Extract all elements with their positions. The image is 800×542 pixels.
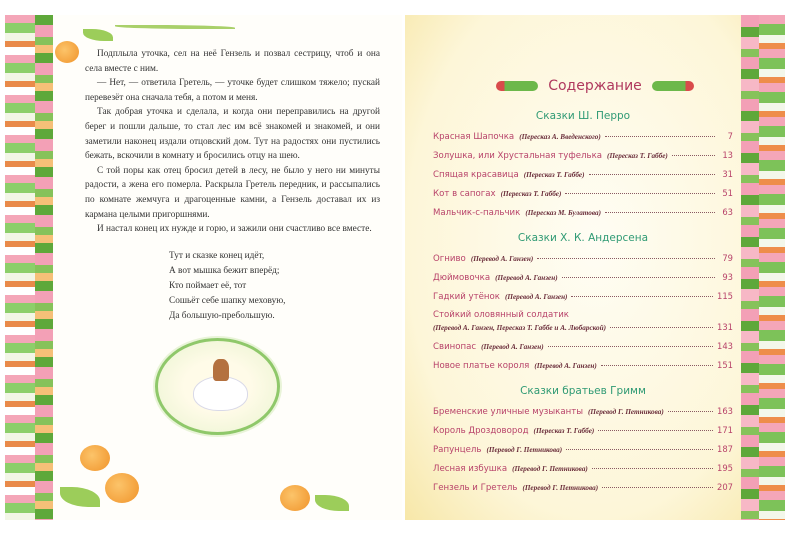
right-page-contents (405, 15, 785, 520)
toc-entry[interactable] (433, 165, 733, 184)
paragraph: — Нет, — ответила Гретель, — уточке будет слишком тяжело; пускай перевезёт она сначала тебя, а потом и меня. (85, 78, 380, 103)
toc-entry[interactable] (433, 337, 733, 356)
entry-translator: (Перевод Г. Петникова) (486, 446, 563, 454)
entry-page: 195 (717, 463, 733, 473)
dot-leader (566, 449, 713, 450)
section-title: Сказки Ш. Перро (535, 110, 631, 122)
poem-line: А вот мышка бежит вперёд; (169, 265, 280, 276)
entry-translator: (Пересказ Т. Габбе) (500, 190, 562, 198)
poem-line: Кто поймает её, тот (169, 280, 247, 291)
leaf-decoration (315, 495, 349, 511)
entry-translator: (Пересказ А. Введенского) (519, 133, 601, 141)
toc-section (433, 384, 733, 497)
entry-translator: (Перевод Г. Петникова) (588, 408, 664, 416)
entry-page: 13 (722, 150, 733, 160)
entry-page: 151 (717, 360, 733, 370)
toc-section (433, 109, 733, 222)
entry-page: 31 (722, 169, 733, 179)
entry-title: Гензель и Гретель (433, 483, 518, 493)
entry-title: Рапунцель (433, 445, 482, 455)
dot-leader (565, 193, 715, 194)
entry-title: Мальчик-с-пальчик (433, 208, 521, 218)
entry-page: 79 (722, 253, 733, 263)
entry-title: Новое платье короля (433, 361, 530, 371)
entry-translator: (Перевод А. Ганзен) (495, 274, 558, 282)
dot-leader (548, 346, 713, 347)
section-title: Сказки братьев Гримм (520, 385, 646, 397)
poem-line: Тут и сказке конец идёт, (169, 250, 265, 261)
entry-translator: (Перевод А. Ганзен) (470, 255, 534, 263)
boy-image (213, 359, 229, 381)
pumpkin-decoration (55, 41, 79, 63)
entry-translator: (Перевод А. Ганзен) (481, 343, 544, 351)
story-text (85, 47, 380, 237)
toc-entry[interactable] (433, 287, 733, 306)
toc-entry[interactable] (433, 146, 733, 165)
poem-line: Сошьёт себе шапку меховую, (169, 295, 286, 306)
toc-list (433, 109, 733, 506)
vine-decoration (115, 25, 235, 29)
entry-translator: (Перевод Г. Петникова) (512, 465, 588, 473)
paragraph: Подплыла уточка, сел на неё Гензель и позвал сестрицу, чтоб и она села вместе с ним. (85, 49, 380, 74)
dot-leader (592, 468, 713, 469)
entry-page: 7 (727, 131, 733, 141)
entry-translator: (Пересказ Т. Габбе) (607, 152, 668, 160)
toc-entry[interactable] (433, 127, 733, 146)
dot-leader (602, 487, 713, 488)
dot-leader (601, 365, 713, 366)
entry-page: 207 (717, 482, 733, 492)
illustration-boy-on-goose (155, 338, 280, 435)
entry-page: 51 (722, 188, 733, 198)
dot-leader (598, 430, 713, 431)
dot-leader (571, 296, 713, 297)
rose-ornament-icon (652, 81, 694, 91)
flower-vine (35, 15, 53, 520)
entry-page: 187 (717, 444, 733, 454)
entry-title: Спящая красавица (433, 170, 519, 180)
dot-leader (672, 155, 715, 156)
entry-page: 131 (717, 322, 733, 332)
poem (169, 249, 380, 324)
paragraph: И настал конец их нужде и горю, и зажили они счастливо все вместе. (97, 224, 372, 235)
entry-title: Огниво (433, 254, 466, 264)
paragraph: Так добрая уточка и сделала, и когда они переправились на другой берег и пошли дальше, то стал лес им всё знакомей и знакомей, и они заметили наконец издали отцовский дом. Тут на радостях они пустились бежать, вскочили в комнату и бросились отцу на шею. (85, 107, 380, 162)
entry-translator: (Перевод Г. Петникова) (522, 484, 599, 492)
goose-image (193, 376, 248, 411)
entry-title: Кот в сапогах (433, 189, 496, 199)
entry-title: Золушка, или Хрустальная туфелька (433, 151, 603, 161)
entry-translator: (Перевод А. Ганзен) (505, 293, 568, 301)
dot-leader (668, 411, 713, 412)
rose-ornament-icon (496, 81, 538, 91)
toc-entry[interactable] (433, 478, 733, 497)
paragraph: С той поры как отец бросил детей в лесу, не было у него ни минуты радости, а жена его померла. Раскрыла Гретель передник, и рассыпались по комнате жемчуга и драгоценные камни, а Гензель доставал их из кармана целыми пригоршнями. (85, 165, 380, 220)
entry-translator: (Перевод А. Ганзен) (534, 362, 597, 370)
toc-entry[interactable] (433, 356, 733, 375)
entry-translator: (Пересказ Т. Габбе) (533, 427, 595, 435)
pumpkin-decoration (280, 485, 310, 511)
entry-title: Гадкий утёнок (433, 292, 500, 302)
entry-title: Король Дроздовород (433, 426, 529, 436)
pumpkin-decoration (105, 473, 139, 503)
toc-section (433, 231, 733, 375)
toc-entry[interactable] (433, 306, 733, 337)
section-title: Сказки Х. К. Андерсена (517, 232, 649, 244)
dot-leader (589, 174, 716, 175)
dot-leader (605, 136, 715, 137)
entry-title: Красная Шапочка (433, 132, 515, 142)
entry-translator: (Пересказ М. Булатова) (525, 209, 602, 217)
toc-entry[interactable] (433, 402, 733, 421)
entry-page: 143 (717, 341, 733, 351)
toc-entry[interactable] (433, 459, 733, 478)
dot-leader (605, 212, 715, 213)
entry-title: Дюймовочка (433, 273, 491, 283)
poem-line: Да большую-пребольшую. (169, 310, 275, 321)
toc-entry[interactable] (433, 203, 733, 222)
toc-entry[interactable] (433, 440, 733, 459)
entry-page: 63 (722, 207, 733, 217)
toc-entry[interactable] (433, 421, 733, 440)
dot-leader (562, 277, 715, 278)
entry-translator: (Перевод А. Ганзен, Пересказ Т. Габбе и А. Любарской) (433, 324, 606, 332)
entry-title: Бременские уличные музыканты (433, 407, 584, 417)
entry-translator: (Пересказ Т. Габбе) (523, 171, 585, 179)
entry-page: 163 (717, 406, 733, 416)
leaf-decoration (83, 29, 113, 41)
pumpkin-decoration (80, 445, 110, 471)
toc-entry[interactable] (433, 184, 733, 203)
dot-leader (537, 258, 715, 259)
entry-title: Стойкий оловянный солдатик (433, 310, 569, 320)
left-page (5, 15, 402, 520)
contents-title: Содержание (405, 78, 785, 94)
entry-page: 115 (717, 291, 733, 301)
entry-title: Свинопас (433, 342, 477, 352)
leaf-decoration (60, 487, 100, 507)
toc-entry[interactable] (433, 268, 733, 287)
dot-leader (610, 327, 713, 328)
entry-page: 171 (717, 425, 733, 435)
entry-title: Лесная избушка (433, 464, 508, 474)
entry-page: 93 (722, 272, 733, 282)
toc-entry[interactable] (433, 249, 733, 268)
